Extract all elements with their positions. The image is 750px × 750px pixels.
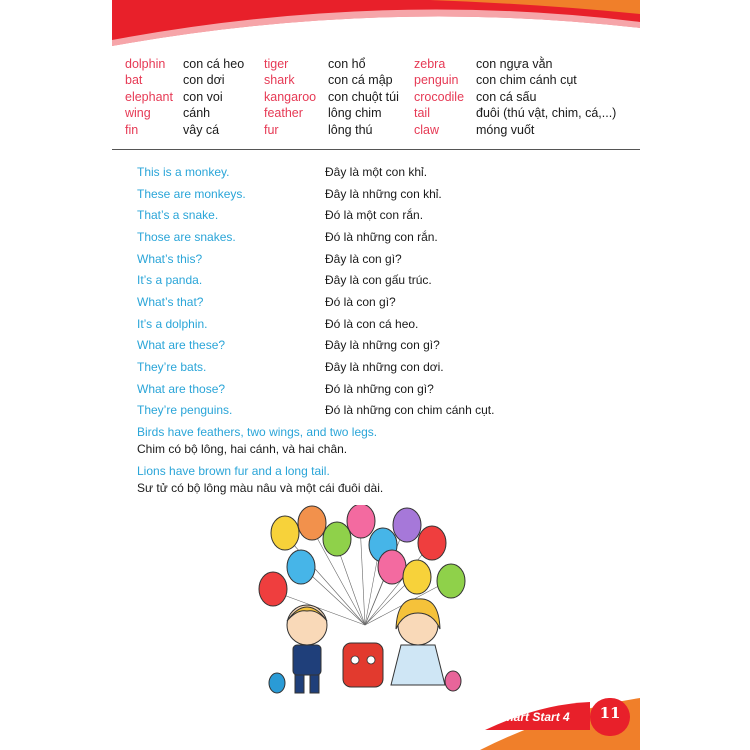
phrase-en: What’s this?	[137, 252, 203, 266]
vocab-en: fur	[264, 123, 279, 137]
sentence-vi: Sư tử có bộ lông màu nâu và một cái đuôi dài.	[137, 481, 384, 495]
vocab-en: elephant	[125, 90, 173, 104]
phrase-en: What are those?	[137, 382, 226, 396]
vocab-vi: con dơi	[183, 73, 225, 87]
vocab-en: dolphin	[125, 57, 166, 71]
phrase-row	[0, 293, 750, 313]
phrase-en: What are these?	[137, 338, 226, 352]
phrase-vi: Đây là con gì?	[325, 252, 402, 266]
vocab-en: crocodile	[414, 90, 465, 104]
phrase-en: This is a monkey.	[137, 165, 230, 179]
phrase-en: They’re bats.	[137, 360, 207, 374]
sentence-en: Lions have brown fur and a long tail.	[137, 464, 330, 478]
vocab-vi: móng vuốt	[476, 123, 535, 137]
phrase-en: It’s a panda.	[137, 273, 203, 287]
footer-decorative-band	[0, 690, 750, 750]
vocab-en: fin	[125, 123, 139, 137]
phrase-vi: Đó là con gì?	[325, 295, 396, 309]
phrase-vi: Đó là một con rắn.	[325, 208, 424, 222]
phrase-vi: Đây là một con khỉ.	[325, 165, 428, 179]
vocab-vi: lông thú	[328, 123, 373, 137]
phrase-row	[0, 163, 750, 183]
balloons-children-illustration	[255, 505, 475, 700]
phrase-row	[0, 380, 750, 400]
book-title: Smart Start 4	[495, 710, 570, 724]
vocab-en: zebra	[414, 57, 446, 71]
vocab-vi: con cá sấu	[476, 90, 537, 104]
phrase-en: That’s a snake.	[137, 208, 219, 222]
phrase-vi: Đây là những con dơi.	[325, 360, 444, 374]
phrase-vi: Đó là những con rắn.	[325, 230, 438, 244]
vocab-en: penguin	[414, 73, 459, 87]
phrase-vi: Đây là con gấu trúc.	[325, 273, 432, 287]
phrase-row	[0, 271, 750, 291]
phrase-en: They’re penguins.	[137, 403, 233, 417]
phrase-en: What’s that?	[137, 295, 204, 309]
vocab-en: tiger	[264, 57, 289, 71]
phrase-row	[0, 358, 750, 378]
vocab-en: bat	[125, 73, 143, 87]
vocab-en: kangaroo	[264, 90, 317, 104]
phrase-row	[0, 315, 750, 335]
vocab-en: wing	[125, 106, 151, 120]
phrase-en: Those are snakes.	[137, 230, 236, 244]
vocab-vi: vây cá	[183, 123, 220, 137]
vocab-vi: con voi	[183, 90, 223, 104]
phrase-vi: Đó là những con chim cánh cụt.	[325, 403, 495, 417]
phrase-row	[0, 185, 750, 205]
sentence-vi: Chim có bộ lông, hai cánh, và hai chân.	[137, 442, 348, 456]
section-divider	[112, 149, 640, 150]
phrase-vi: Đó là con cá heo.	[325, 317, 419, 331]
phrase-row	[0, 336, 750, 356]
phrase-row	[0, 206, 750, 226]
vocab-vi: con ngựa vằn	[476, 57, 553, 71]
vocab-en: feather	[264, 106, 303, 120]
phrase-vi: Đó là những con gì?	[325, 382, 434, 396]
phrase-row	[0, 401, 750, 421]
phrase-en: These are monkeys.	[137, 187, 246, 201]
vocab-vi: con hổ	[328, 57, 366, 71]
vocab-vi: lông chim	[328, 106, 382, 120]
vocab-en: claw	[414, 123, 440, 137]
vocab-vi: con chuột túi	[328, 90, 399, 104]
vocabulary-list	[0, 54, 750, 144]
vocab-en: tail	[414, 106, 430, 120]
page-number: 11	[599, 704, 621, 722]
phrase-en: It’s a dolphin.	[137, 317, 208, 331]
top-decorative-band	[0, 0, 750, 60]
phrase-vi: Đây là những con gì?	[325, 338, 440, 352]
phrase-vi: Đây là những con khỉ.	[325, 187, 442, 201]
phrase-row	[0, 228, 750, 248]
vocab-vi: con cá heo	[183, 57, 245, 71]
vocab-en: shark	[264, 73, 295, 87]
vocab-vi: con cá mập	[328, 73, 393, 87]
vocab-vi: đuôi (thú vật, chim, cá,...)	[476, 106, 617, 120]
vocab-vi: cánh	[183, 106, 211, 120]
sentence-en: Birds have feathers, two wings, and two legs.	[137, 425, 378, 439]
vocab-vi: con chim cánh cụt	[476, 73, 577, 87]
phrase-row	[0, 250, 750, 270]
